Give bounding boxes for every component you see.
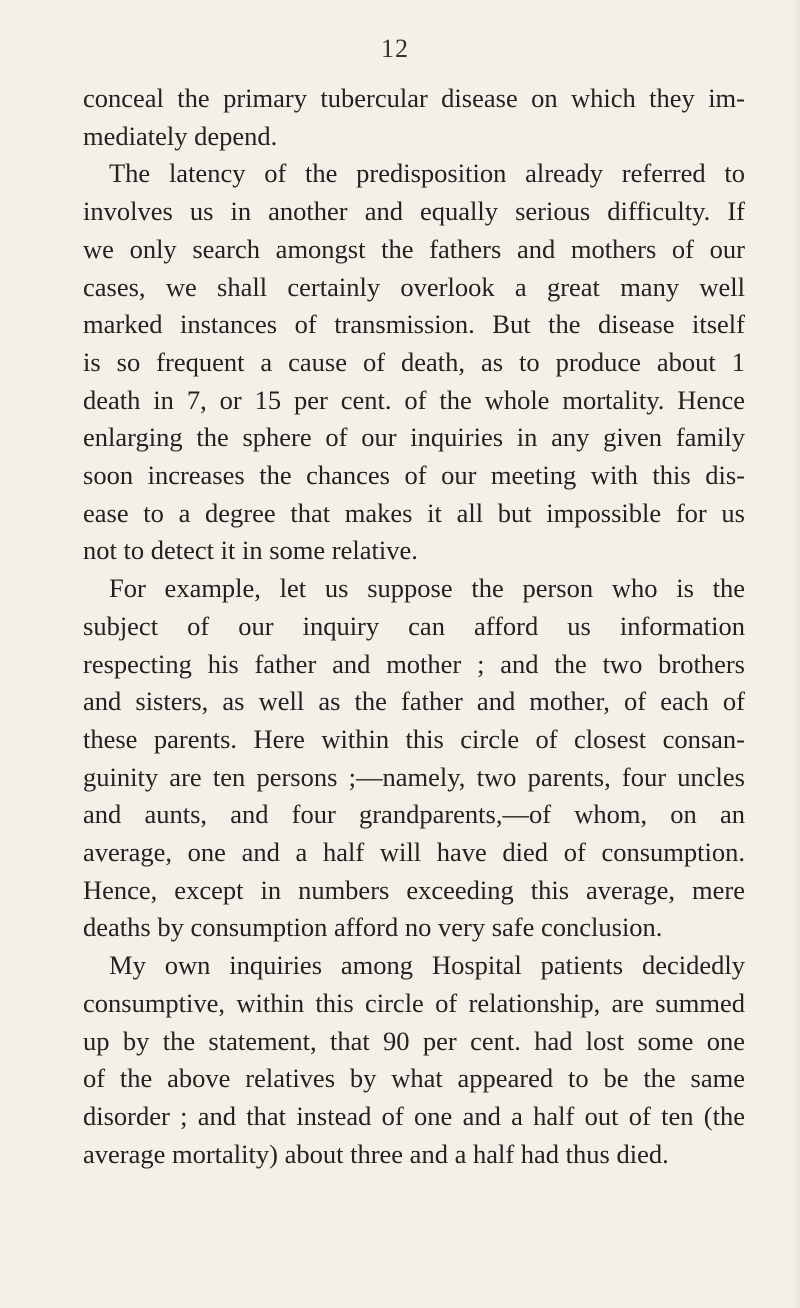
text-line-20: and aunts, and four grandparents,—of whom, on an <box>83 799 745 830</box>
text-line-27: of the above relatives by what appeared to be the same <box>83 1063 745 1094</box>
text-line-6: cases, we shall certainly overlook a great many well <box>83 271 745 302</box>
text-line-15: subject of our inquiry can afford us information <box>83 610 745 641</box>
text-line-16: respecting his father and mother ; and the two brothers <box>83 648 745 679</box>
text-line-4: involves us in another and equally serious difficulty. If <box>83 196 745 227</box>
text-line-9: death in 7, or 15 per cent. of the whole mortality. Hence <box>83 384 745 415</box>
text-line-5: we only search amongst the fathers and mothers of our <box>83 233 745 264</box>
text-line-7: marked instances of transmission. But the disease itself <box>83 309 745 340</box>
text-line-8: is so frequent a cause of death, as to produce about 1 <box>83 346 745 377</box>
body-text <box>83 80 745 1173</box>
text-line-13: not to detect it in some relative. <box>83 535 418 566</box>
text-line-3: The latency of the predisposition already referred to <box>109 158 745 189</box>
text-line-2: mediately depend. <box>83 120 278 151</box>
text-line-24: My own inquiries among Hospital patients decidedly <box>109 950 745 981</box>
text-line-21: average, one and a half will have died of consumption. <box>83 837 745 868</box>
text-line-26: up by the statement, that 90 per cent. had lost some one <box>83 1025 745 1056</box>
text-line-17: and sisters, as well as the father and mother, of each of <box>83 686 745 717</box>
text-line-22: Hence, except in numbers exceeding this average, mere <box>83 874 745 905</box>
text-line-19: guinity are ten persons ;—namely, two parents, four uncles <box>83 761 745 792</box>
text-line-11: soon increases the chances of our meeting with this dis- <box>83 460 745 491</box>
text-line-23: deaths by consumption afford no very safe conclusion. <box>83 912 663 943</box>
text-line-1: conceal the primary tubercular disease on which they im- <box>83 83 745 113</box>
text-line-10: enlarging the sphere of our inquiries in any given family <box>83 422 745 453</box>
text-line-14: For example, let us suppose the person who is the <box>109 573 745 604</box>
page-edge-shadow <box>792 0 800 1308</box>
text-line-25: consumptive, within this circle of relationship, are summed <box>83 987 745 1018</box>
text-line-12: ease to a degree that makes it all but impossible for us <box>83 497 745 528</box>
text-line-29: average mortality) about three and a half had thus died. <box>83 1138 669 1169</box>
text-line-18: these parents. Here within this circle of closest consan- <box>83 723 745 754</box>
page-number: 12 <box>381 34 409 63</box>
text-line-28: disorder ; and that instead of one and a half out of ten (the <box>83 1100 745 1131</box>
